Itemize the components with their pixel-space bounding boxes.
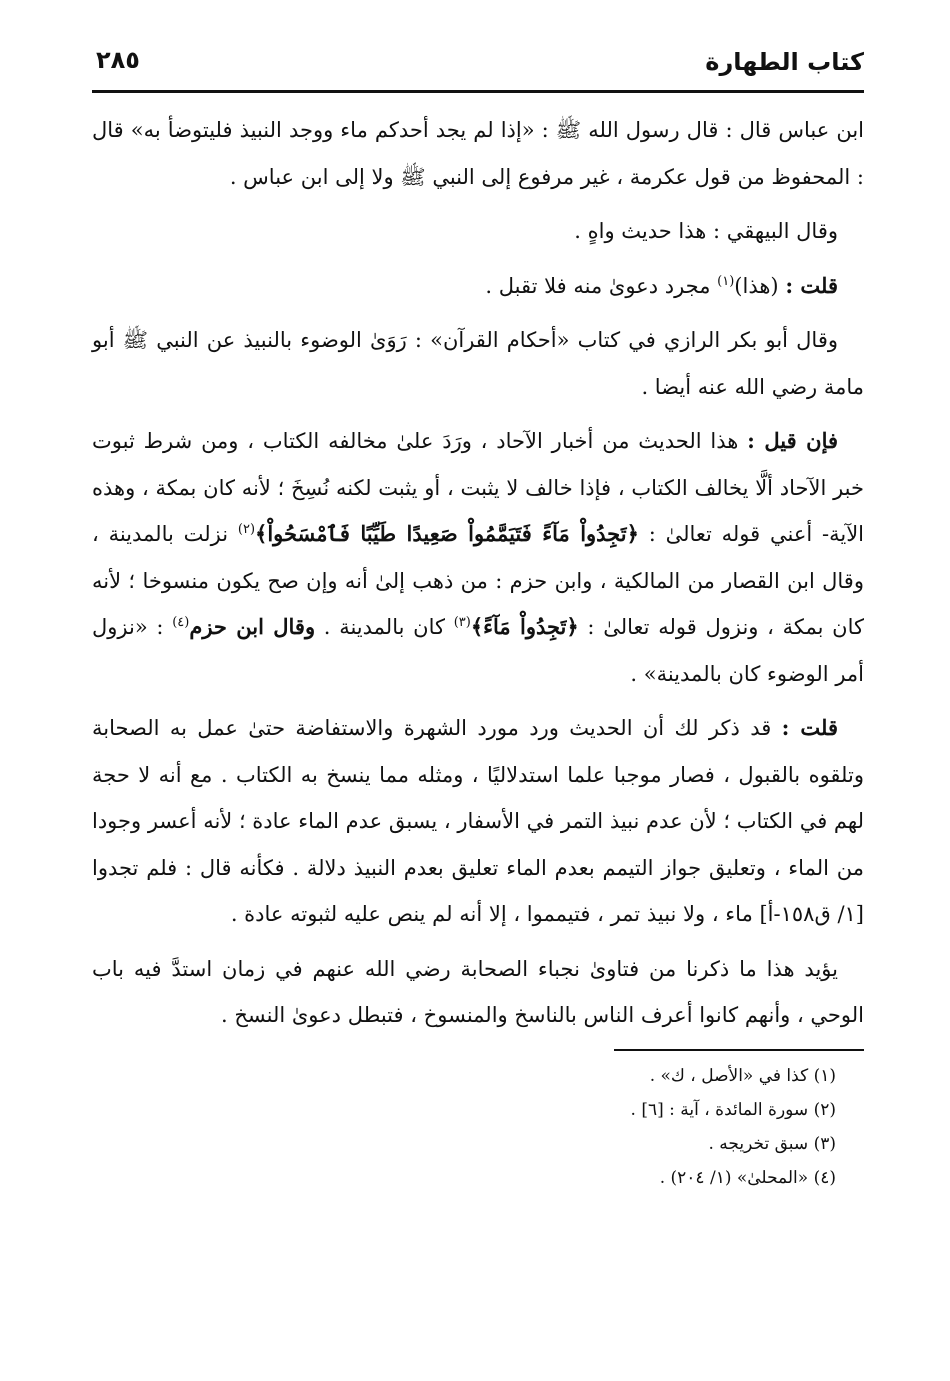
paragraph-text: نزلت بالمدينة ، وقال ابن القصار من المالكية ، وابن حزم : من ذهب إلىٰ أنه وإن صح يكون منسوخا ؛ لأنه كان بمكة ، ونزول قوله تعالىٰ :	[92, 522, 865, 639]
paragraph-qultu-1	[92, 263, 864, 310]
paragraph-text: مجرد دعوىٰ منه فلا تقبل .	[485, 273, 718, 298]
quran-verse-1: ﴿تَجِدُواْ مَآءً فَتَيَمَّمُواْ صَعِيدًا طَيِّبًا فَٱمْسَحُواْ﴾	[255, 521, 639, 546]
paragraph-text: هذا الحديث من أخبار الآحاد ، ورَدَ علىٰ مخالفه الكتاب ، ومن شرط ثبوت خبر الآحاد ألَّا يخالف الكتاب ، فإذا خالف لا يثبت ، أو يثبت لكنه نُسِخَ ؛ لأنه كان بمكة ، وهذه الآية- أعني قوله تعالىٰ :	[92, 429, 865, 546]
footnote: (٤) «المحلىٰ» (١/ ٢٠٤) .	[659, 1167, 836, 1188]
paragraph-ibn-abbas	[92, 107, 864, 200]
quran-verse-2: ﴿تَجِدُواْ مَآءً﴾	[470, 614, 579, 639]
footnote-ref-4: (٤)	[172, 615, 190, 630]
paragraph-objection	[92, 418, 864, 697]
footnotes	[92, 1059, 864, 1195]
paragraph-text: كان بالمدينة .	[315, 615, 454, 639]
lead-word: قلت :	[785, 272, 838, 298]
paragraph-text: وقال البيهقي : هذا حديث واهٍ .	[574, 219, 838, 243]
paragraph-text: : «نزول أمر الوضوء كان بالمدينة» .	[92, 615, 864, 686]
paragraph-text: ابن عباس قال : قال رسول الله ﷺ : «إذا لم يجد أحدكم ماء ووجد النبيذ فليتوضأ به» قال : المحفوظ من قول عكرمة ، غير مرفوع إلى النبي ﷺ ولا إلى ابن عباس .	[92, 118, 864, 189]
footnote: (٣) سبق تخريجه .	[708, 1133, 836, 1154]
paragraph-text: (هذا)	[734, 273, 779, 298]
footnote: (٢) سورة المائدة ، آية : [٦] .	[630, 1099, 836, 1120]
paragraph-text: وقال أبو بكر الرازي في كتاب «أحكام القرآن» : رَوَىٰ الوضوء بالنبيذ عن النبي ﷺ أبو مامة رضي الله عنه أيضا .	[92, 328, 864, 399]
footnote-separator	[614, 1049, 864, 1051]
lead-word: فإن قيل :	[747, 428, 839, 453]
paragraph-text: يؤيد هذا ما ذكرنا من فتاوىٰ نجباء الصحابة رضي الله عنهم في زمان استدَّ فيه باب الوحي ، وأنهم كانوا أعرف الناس بالناسخ والمنسوخ ، فتبطل دعوىٰ النسخ .	[92, 956, 864, 1027]
footnote-ref-2: (٢)	[237, 522, 256, 537]
footnote-ref-1: (١)	[717, 273, 735, 289]
footnote-ref-3: (٣)	[453, 615, 471, 630]
paragraph-bayhaqi	[92, 208, 864, 255]
lead-word: وقال ابن حزم	[189, 614, 316, 639]
main-text	[92, 107, 864, 1039]
paragraph-qultu-2	[92, 705, 864, 938]
paragraph-text: قد ذكر لك أن الحديث ورد مورد الشهرة والاستفاضة حتىٰ عمل به الصحابة وتلقوه بالقبول ، فصار موجبا علما استدلاليًا ، ومثله مما ينسخ به الكتاب . مع أنه لا حجة لهم في الكتاب ؛ لأن عدم نبيذ التمر في الأسفار ، يسبق عدم الماء عادة ؛ لأنه أعسر وجودا من الماء ، وتعليق جواز التيمم بعدم الماء تعليق بعدم النبيذ دلالة . فكأنه قال : فلم تجدوا [١/ ق١٥٨-أ] ماء ، ولا نبيذ تمر ، فتيمموا ، إلا أنه لم ينص عليه لثبوته عادة .	[92, 716, 864, 926]
paragraph-support	[92, 946, 864, 1039]
lead-word: قلت :	[781, 715, 838, 740]
page-header	[92, 36, 864, 93]
book-title: كتاب الطهارة	[705, 48, 864, 76]
footnote: (١) كذا في «الأصل ، ك» .	[649, 1065, 836, 1086]
document-page	[92, 36, 864, 1195]
page-number: ٢٨٥	[96, 46, 140, 74]
paragraph-razi	[92, 317, 864, 410]
